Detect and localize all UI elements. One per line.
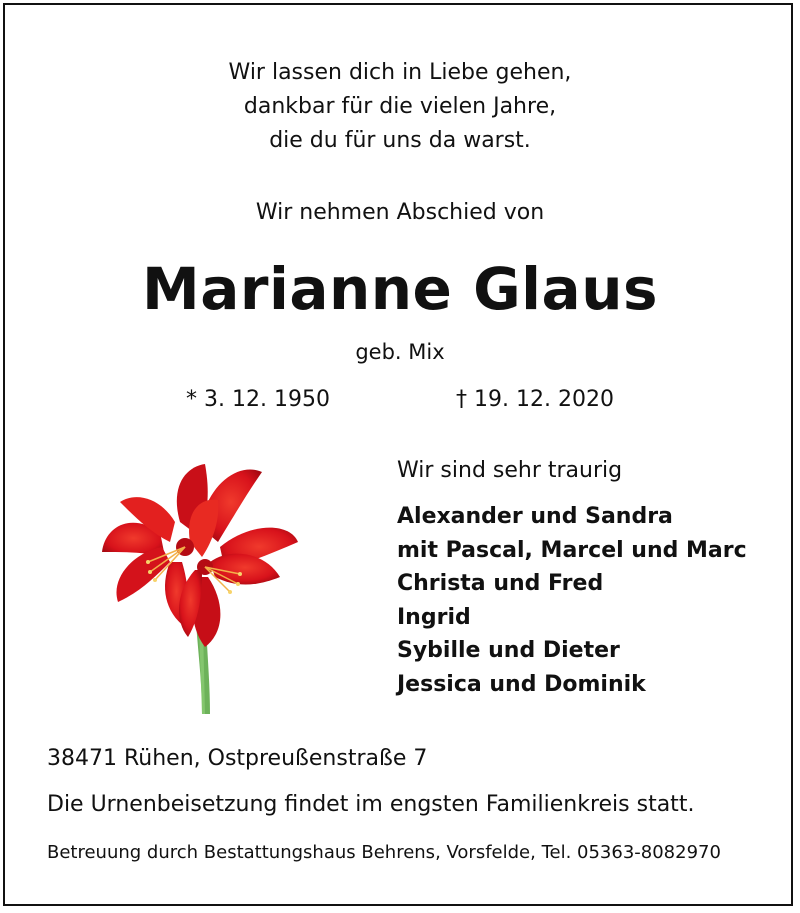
farewell-intro: Wir nehmen Abschied von (255, 200, 545, 225)
death-date: † 19. 12. 2020 (456, 387, 614, 412)
deceased-name: Marianne Glaus (141, 255, 659, 323)
verse-line: dankbar für die vielen Jahre, (243, 94, 557, 119)
birth-name: geb. Mix (355, 340, 445, 364)
undertaker-info: Betreuung durch Bestattungshaus Behrens, Vorsfelde, Tel. 05363-8082970 (47, 842, 721, 863)
verse (0, 56, 800, 158)
burial-note: Die Urnenbeisetzung findet im engsten Familienkreis statt. (47, 792, 695, 817)
birth-date: * 3. 12. 1950 (186, 387, 330, 412)
mourner-entry: Jessica und Dominik (397, 671, 646, 697)
mourners-list (397, 500, 747, 701)
mourner-entry: mit Pascal, Marcel und Marc (397, 537, 747, 563)
amaryllis-flower-image (90, 452, 305, 717)
verse-line: die du für uns da warst. (269, 128, 531, 153)
mourner-entry: Sybille und Dieter (397, 638, 620, 663)
address: 38471 Rühen, Ostpreußenstraße 7 (47, 746, 428, 771)
mourning-heading: Wir sind sehr traurig (397, 458, 623, 483)
mourner-entry: Christa und Fred (397, 571, 604, 596)
verse-line: Wir lassen dich in Liebe gehen, (228, 60, 572, 85)
mourner-entry: Alexander und Sandra (397, 504, 673, 529)
mourner-entry: Ingrid (397, 604, 471, 630)
